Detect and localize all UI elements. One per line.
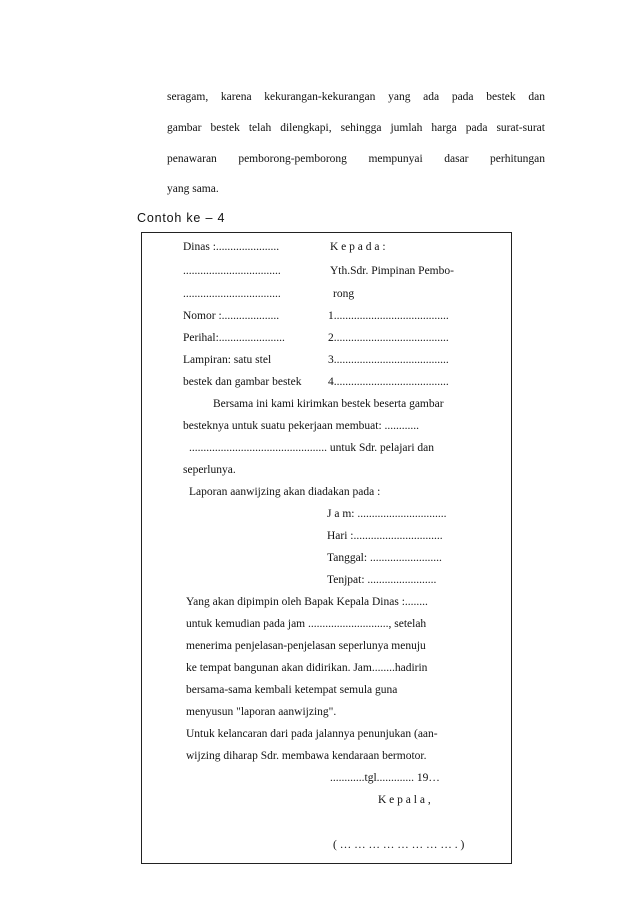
- intro-word: pada: [451, 91, 474, 103]
- body-line: wijzing diharap Sdr. membawa kendaraan bermotor.: [186, 750, 427, 762]
- body-line: ke tempat bangunan akan didirikan. Jam........hadirin: [186, 662, 428, 674]
- perihal-line: Perihal:.......................: [183, 332, 285, 344]
- intro-line-3: [167, 152, 545, 166]
- hari-line: Hari :...............................: [327, 530, 443, 542]
- body-line: ................................................ untuk Sdr. pelajari dan: [189, 442, 434, 454]
- intro-word: karena: [220, 91, 252, 103]
- tanggal-line: Tanggal: .........................: [327, 552, 442, 564]
- body-line: Laporan aanwijzing akan diadakan pada :: [189, 486, 381, 498]
- kepada-label: K e p a d a :: [330, 241, 386, 253]
- intro-line-2: [167, 121, 545, 135]
- intro-word: bestek: [486, 91, 516, 103]
- dots-line: ..................................: [183, 265, 281, 277]
- intro-word: dilengkapi,: [280, 122, 332, 134]
- bestek-line: bestek dan gambar bestek: [183, 376, 302, 388]
- tempat-line: Tenjpat: ........................: [327, 574, 437, 586]
- intro-line-1: [167, 90, 545, 104]
- lampiran-line: Lampiran: satu stel: [183, 354, 272, 366]
- nomor-line: Nomor :....................: [183, 310, 280, 322]
- body-line: bersama-sama kembali ketempat semula guna: [186, 684, 398, 696]
- intro-word: dan: [528, 91, 545, 103]
- intro-word: dasar: [444, 153, 469, 165]
- recipient-dots-3: 3........................................: [328, 354, 449, 366]
- kepala-label: K e p a l a ,: [378, 794, 431, 806]
- body-line: Bersama ini kami kirimkan bestek beserta gambar: [213, 398, 444, 410]
- signature-line: ( … … … … … … … … . ): [333, 839, 465, 851]
- dinas-line: Dinas :......................: [183, 241, 280, 253]
- body-line: untuk kemudian pada jam ............................, setelah: [186, 618, 427, 630]
- body-line: Untuk kelancaran dari pada jalannya penunjukan (aan-: [186, 728, 438, 740]
- intro-word: kekurangan-kekurangan: [264, 91, 376, 103]
- intro-word: yang sama.: [167, 183, 219, 195]
- recipient-dots-1: 1........................................: [328, 310, 449, 322]
- jam-line: J a m: ...............................: [327, 508, 447, 520]
- letter-box: [141, 232, 512, 864]
- body-line: seperlunya.: [183, 464, 236, 476]
- intro-word: yang: [388, 91, 411, 103]
- intro-word: telah: [248, 122, 272, 134]
- intro-word: ada: [423, 91, 440, 103]
- intro-word: surat-surat: [496, 122, 545, 134]
- dots-line: ..................................: [183, 288, 281, 300]
- body-line: menyusun "laporan aanwijzing".: [186, 706, 337, 718]
- intro-word: seragam,: [167, 91, 209, 103]
- intro-word: pada: [465, 122, 488, 134]
- intro-word: gambar: [167, 122, 202, 134]
- intro-word: mempunyai: [368, 153, 423, 165]
- intro-word: sehingga: [340, 122, 382, 134]
- body-line: menerima penjelasan-penjelasan seperlunya menuju: [186, 640, 426, 652]
- intro-word: penawaran: [167, 153, 217, 165]
- intro-word: perhitungan: [490, 153, 545, 165]
- recipient-dots-2: 2........................................: [328, 332, 449, 344]
- date-line: ............tgl............. 19…: [330, 772, 440, 784]
- intro-word: jumlah: [390, 122, 423, 134]
- recipient-line-cont: rong: [333, 288, 355, 300]
- intro-word: pemborong-pemborong: [238, 153, 347, 165]
- recipient-dots-4: 4........................................: [328, 376, 449, 388]
- body-line: Yang akan dipimpin oleh Bapak Kepala Dinas :........: [186, 596, 428, 608]
- body-line: besteknya untuk suatu pekerjaan membuat: ............: [183, 420, 420, 432]
- example-heading: Contoh ke – 4: [137, 211, 226, 225]
- intro-word: harga: [431, 122, 457, 134]
- intro-line-4: [167, 182, 545, 196]
- recipient-line: Yth.Sdr. Pimpinan Pembo-: [330, 265, 454, 277]
- intro-word: bestek: [210, 122, 240, 134]
